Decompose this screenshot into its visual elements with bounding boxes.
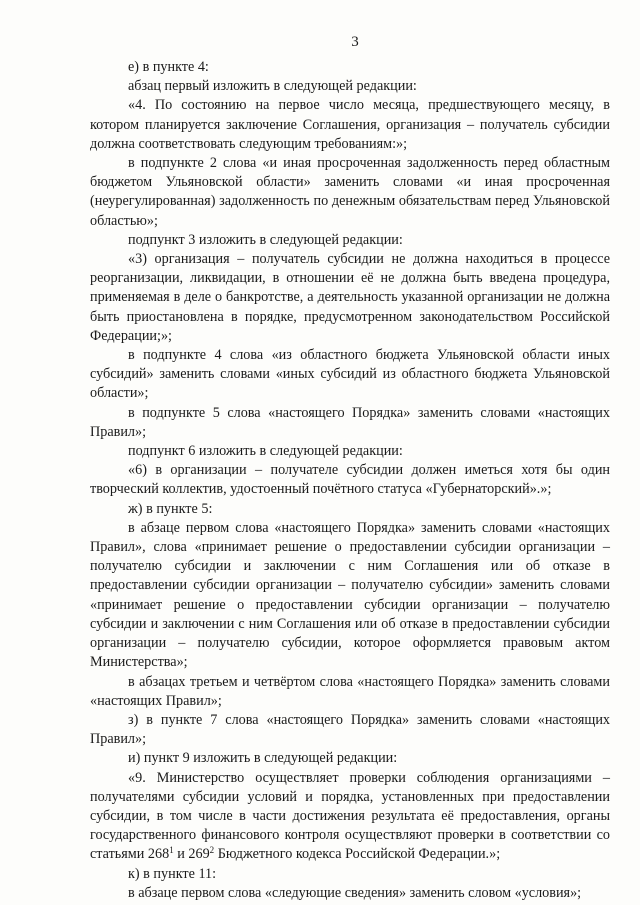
paragraph: е) в пункте 4: (128, 59, 209, 75)
text-segment: и 269 (173, 846, 210, 863)
paragraph: в подпункте 2 слова «и иная просроченная задолженность перед областным бюджетом Ульяновской области» заменить словами «и иная просроченная (неурегулированная) задолженность по денежным обязательствам перед Ульяновской областью»; (90, 155, 610, 229)
text-segment: Бюджетного кодекса Российской Федерации.»; (214, 846, 501, 863)
paragraph: подпункт 6 изложить в следующей редакции: (128, 443, 403, 460)
paragraph: подпункт 3 изложить в следующей редакции: (128, 231, 403, 248)
page-number: 3 (351, 34, 359, 50)
text-segment: «9. Министерство осуществляет проверки соблюдения организациями – получателями субсидии условий и порядка, установленных при предоставлении субсидии, в том числе в части достижения результата её предоставления, органы государственного финансового контроля осуществляют проверки в соответствии со статьями 268 (90, 769, 610, 863)
paragraph: «4. По состоянию на первое число месяца, предшествующего месяцу, в котором планируется заключение Соглашения, организация – получатель субсидии должна соответствовать следующим требованиям:»; (90, 97, 610, 152)
paragraph: «3) организация – получатель субсидии не должна находиться в процессе реорганизации, ликвидации, в отношении её не должна быть введена процедура, применяемая в деле о банкротстве, а деятельность указанной организации не должна быть приостановлена в порядке, предусмотренном законодательством Российской Федерации;»; (90, 251, 610, 344)
paragraph: и) пункт 9 изложить в следующей редакции: (128, 750, 398, 767)
paragraph: в абзацах третьем и четвёртом слова «настоящего Порядка» заменить словами «настоящих Правил»; (90, 673, 610, 709)
superscript: 1 (169, 845, 174, 856)
paragraph: з) в пункте 7 слова «настоящего Порядка» заменить словами «настоящих Правил»; (90, 711, 610, 748)
superscript: 2 (209, 845, 215, 856)
paragraph: в подпункте 4 слова «из областного бюджета Ульяновской области иных субсидий» заменить словами «иных субсидий из областного бюджета Ульяновской области»; (90, 347, 610, 402)
paragraph-with-superscripts (90, 769, 610, 865)
paragraph: в подпункте 5 слова «настоящего Порядка» заменить словами «настоящих Правил»; (90, 404, 610, 440)
paragraph: в абзаце первом слова «настоящего Порядка» заменить словами «настоящих Правил», слова «принимает решение о предоставлении субсидии организации – получателю субсидии и заключении с ним Соглашения или об отказе в предоставлении субсидии организации – получателю субсидии» заменить словами «принимает решение о предоставлении субсидии организации – получателю субсидии и заключении с ним Соглашения или об отказе в предоставлении субсидии организации – получателю субсидии, которое оформляется правовым актом Министерства»; (90, 519, 610, 671)
paragraph: абзац первый изложить в следующей редакции: (128, 78, 417, 95)
paragraph: в абзаце первом слова «следующие сведения» заменить словом «условия»; (128, 884, 582, 901)
paragraph: ж) в пункте 5: (128, 500, 213, 517)
paragraph: «6) в организации – получателе субсидии должен иметься хотя бы один творческий коллектив, удостоенный почётного статуса «Губернаторский».»; (90, 462, 610, 498)
paragraph: к) в пункте 11: (128, 865, 217, 882)
